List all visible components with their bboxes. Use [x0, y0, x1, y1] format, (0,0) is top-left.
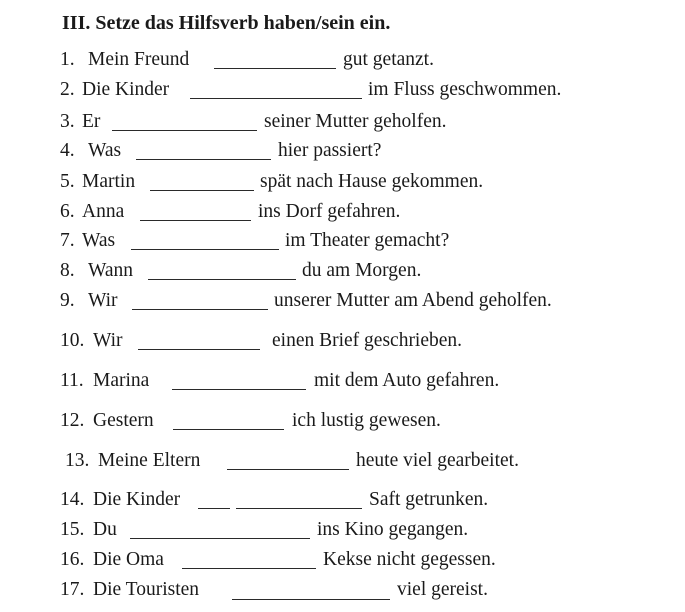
- answer-blank[interactable]: [150, 190, 254, 191]
- answer-blank[interactable]: [112, 130, 257, 131]
- answer-blank[interactable]: [131, 249, 279, 250]
- item-end-text: gut getanzt.: [343, 49, 434, 70]
- answer-blank[interactable]: [227, 469, 349, 470]
- item-start-text: Wir: [93, 330, 123, 351]
- item-end-text: seiner Mutter geholfen.: [264, 111, 447, 132]
- item-number: 4.: [60, 140, 75, 161]
- item-start-text: Was: [82, 230, 116, 251]
- item-start-text: Was: [88, 140, 122, 161]
- item-number: 9.: [60, 290, 75, 311]
- item-end-text: im Fluss geschwommen.: [368, 79, 562, 100]
- answer-blank[interactable]: [236, 508, 362, 509]
- item-start-text: Marina: [93, 370, 150, 391]
- item-end-text: unserer Mutter am Abend geholfen.: [274, 290, 552, 311]
- item-end-text: hier passiert?: [278, 140, 382, 161]
- item-start-text: Wir: [88, 290, 118, 311]
- answer-blank[interactable]: [130, 538, 310, 539]
- item-end-text: viel gereist.: [397, 579, 488, 600]
- item-end-text: mit dem Auto gefahren.: [314, 370, 500, 391]
- item-end-text: im Theater gemacht?: [285, 230, 450, 251]
- answer-blank[interactable]: [138, 349, 260, 350]
- item-end-text: ins Kino gegangen.: [317, 519, 469, 540]
- answer-blank[interactable]: [182, 568, 316, 569]
- item-number: 17.: [60, 579, 85, 600]
- answer-blank[interactable]: [173, 429, 284, 430]
- item-start-text: Anna: [82, 201, 125, 222]
- item-start-text: Er: [82, 111, 101, 132]
- answer-blank[interactable]: [148, 279, 296, 280]
- answer-blank[interactable]: [232, 599, 390, 600]
- item-end-text: ich lustig gewesen.: [292, 410, 441, 431]
- item-number: 5.: [60, 171, 75, 192]
- item-start-text: Du: [93, 519, 117, 540]
- item-start-text: Gestern: [93, 410, 154, 431]
- item-end-text: heute viel gearbeitet.: [356, 450, 519, 471]
- item-start-text: Die Touristen: [93, 579, 200, 600]
- item-end-text: spät nach Hause gekommen.: [260, 171, 484, 192]
- answer-blank[interactable]: [136, 159, 271, 160]
- item-number: 8.: [60, 260, 75, 281]
- item-number: 16.: [60, 549, 85, 570]
- item-number: 7.: [60, 230, 75, 251]
- item-number: 11.: [60, 370, 84, 391]
- answer-blank[interactable]: [214, 68, 336, 69]
- exercise-title: III. Setze das Hilfsverb haben/sein ein.: [62, 12, 391, 34]
- item-start-text: Martin: [82, 171, 136, 192]
- item-number: 2.: [60, 79, 75, 100]
- answer-blank[interactable]: [198, 508, 230, 509]
- item-number: 13.: [65, 450, 90, 471]
- item-start-text: Die Kinder: [93, 489, 181, 510]
- item-number: 14.: [60, 489, 85, 510]
- item-number: 6.: [60, 201, 75, 222]
- item-number: 3.: [60, 111, 75, 132]
- item-number: 12.: [60, 410, 85, 431]
- item-start-text: Die Oma: [93, 549, 164, 570]
- item-start-text: Wann: [88, 260, 133, 281]
- item-number: 10.: [60, 330, 85, 351]
- item-number: 15.: [60, 519, 85, 540]
- item-end-text: du am Morgen.: [302, 260, 422, 281]
- item-end-text: Saft getrunken.: [369, 489, 489, 510]
- item-start-text: Mein Freund: [88, 49, 190, 70]
- item-start-text: Meine Eltern: [98, 450, 201, 471]
- answer-blank[interactable]: [190, 98, 362, 99]
- item-end-text: einen Brief geschrieben.: [272, 330, 463, 351]
- item-number: 1.: [60, 49, 75, 70]
- item-end-text: Kekse nicht gegessen.: [323, 549, 496, 570]
- item-end-text: ins Dorf gefahren.: [258, 201, 401, 222]
- answer-blank[interactable]: [172, 389, 306, 390]
- answer-blank[interactable]: [140, 220, 251, 221]
- item-start-text: Die Kinder: [82, 79, 170, 100]
- answer-blank[interactable]: [132, 309, 268, 310]
